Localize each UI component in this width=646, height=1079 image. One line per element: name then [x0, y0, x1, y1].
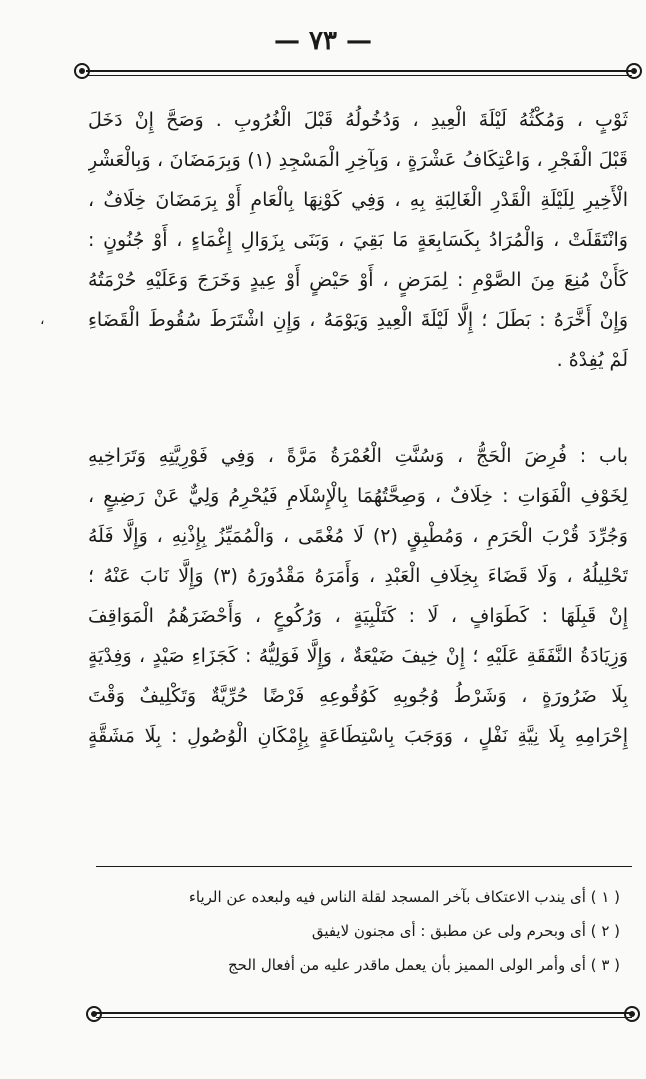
text-line: وَزِيَادَةُ النَّفَقَةِ عَلَيْهِ ؛ إِنْ خِيفَ ضَيْعَةٌ ، وَإِلَّا فَوَلِيُّهُ : كَجَزَاءِ صَيْدٍ ، وَفِدْيَةٍ: [88, 645, 628, 667]
bottom-rule-thin: [96, 1017, 632, 1018]
text-line: قَبْلَ الْفَجْرِ ، وَاعْتِكَافُ عَشْرَةٍ ، وَبِآخِرِ الْمَسْجِدِ (١) وَبِرَمَضَانَ ، وَبِالْعَشْرِ: [88, 149, 628, 171]
footnote-2: ( ٢ ) أى وبحرم ولى عن مطبق : أى مجنون لايفيق: [311, 922, 620, 940]
text-line: ثَوْبٍ ، وَمُكْثُهُ لَيْلَةَ الْعِيدِ ، وَدُخُولُهُ قَبْلَ الْغُرُوبِ . وَصَحَّ إِنْ دَخَلَ: [88, 109, 628, 131]
body-paragraph-1: [88, 100, 628, 380]
text-line: إِحْرَامِهِ بِلَا نِيَّةِ نَفْلٍ ، وَوَجَبَ بِاسْتِطَاعَةٍ بِإِمْكَانِ الْوُصُولِ : بِلَا مَشَقَّةٍ: [88, 725, 628, 747]
top-rule: [86, 70, 632, 72]
footnote-1: ( ١ ) أى يندب الاعتكاف بآخر المسجد لقلة الناس فيه ولبعده عن الرياء: [188, 888, 620, 906]
footnote-divider: [96, 866, 632, 867]
text-line: باب : فُرِضَ الْحَجُّ ، وَسُنَّتِ الْعُمْرَةُ مَرَّةً ، وَفِي فَوْرِيَّتِهِ وَتَرَاخِيهِ: [88, 445, 628, 467]
text-line: وَجُرِّدَ قُرْبَ الْحَرَمِ ، وَمُطْبِقٍ (٢) لَا مُغْمًى ، وَالْمُمَيِّزُ بِإِذْنِهِ ، وَإِلَّا فَلَهُ: [88, 525, 628, 547]
text-line: وَانْتَقَلَتْ ، وَالْمُرَادُ بِكَسَابِعَةٍ مَا بَقِيَ ، وَبَنَى بِزَوَالِ إِغْمَاءٍ ، أَوْ جُنُونٍ :: [88, 229, 628, 251]
text-line: بِلَا ضَرُورَةٍ ، وَشَرْطُ وُجُوبِهِ كَوُقُوعِهِ فَرْضًا حُرِّيَّةٌ وَتَكْلِيفٌ وَقْتَ: [88, 685, 628, 707]
text-line: تَحْلِيلُهُ ، وَلَا قَضَاءَ بِخِلَافِ الْعَبْدِ ، وَأَمَرَهُ مَقْدُورَهُ (٣) وَإِلَّا نَابَ عَنْهُ ؛: [88, 565, 628, 587]
margin-mark: ،: [40, 312, 45, 328]
text-line: إِنْ قَبِلَهَا : كَطَوَافٍ ، لَا : كَتَلْبِيَةٍ ، وَرُكُوعٍ ، وَأَحْضَرَهُمُ الْمَوَاقِفَ: [88, 605, 628, 627]
body-paragraph-2: [88, 436, 628, 756]
bottom-rule: [96, 1012, 632, 1014]
footnotes: [96, 880, 620, 982]
text-line: وَإِنْ أَخَّرَهُ : بَطَلَ ؛ إِلَّا لَيْلَةَ الْعِيدِ وَيَوْمَهُ ، وَإِنِ اشْتَرَطَ سُقُوطَ الْقَضَاءِ: [88, 309, 628, 331]
text-line: الْأَخِيرِ لِلَيْلَةِ الْقَدْرِ الْغَالِبَةِ بِهِ ، وَفِي كَوْنِهَا بِالْعَامِ أَوْ بِرَمَضَانَ خِلَافٌ ،: [88, 189, 628, 211]
text-line: لَمْ يُفِدْهُ .: [556, 349, 628, 371]
footnote-3: ( ٣ ) أى وأمر الولى المميز بأن يعمل ماقدر عليه من أفعال الحج: [227, 956, 620, 974]
top-rule-thin: [86, 75, 632, 76]
corner-ornament-icon: [84, 1004, 104, 1024]
text-line: كَأَنْ مُنِعَ مِنَ الصَّوْمِ : لِمَرَضٍ ، أَوْ حَيْضٍ أَوْ عِيدٍ وَخَرَجَ وَعَلَيْهِ حُرْمَتُهُ: [88, 269, 628, 291]
corner-ornament-icon: [622, 1004, 642, 1024]
text-line: لِخَوْفِ الْفَوَاتِ : خِلَافٌ ، وَصِحَّتُهُمَا بِالْإِسْلَامِ فَيُحْرِمُ وَلِيٌّ عَنْ رَضِيعٍ ،: [88, 485, 628, 507]
page-number: — ٧٣ —: [273, 26, 373, 56]
